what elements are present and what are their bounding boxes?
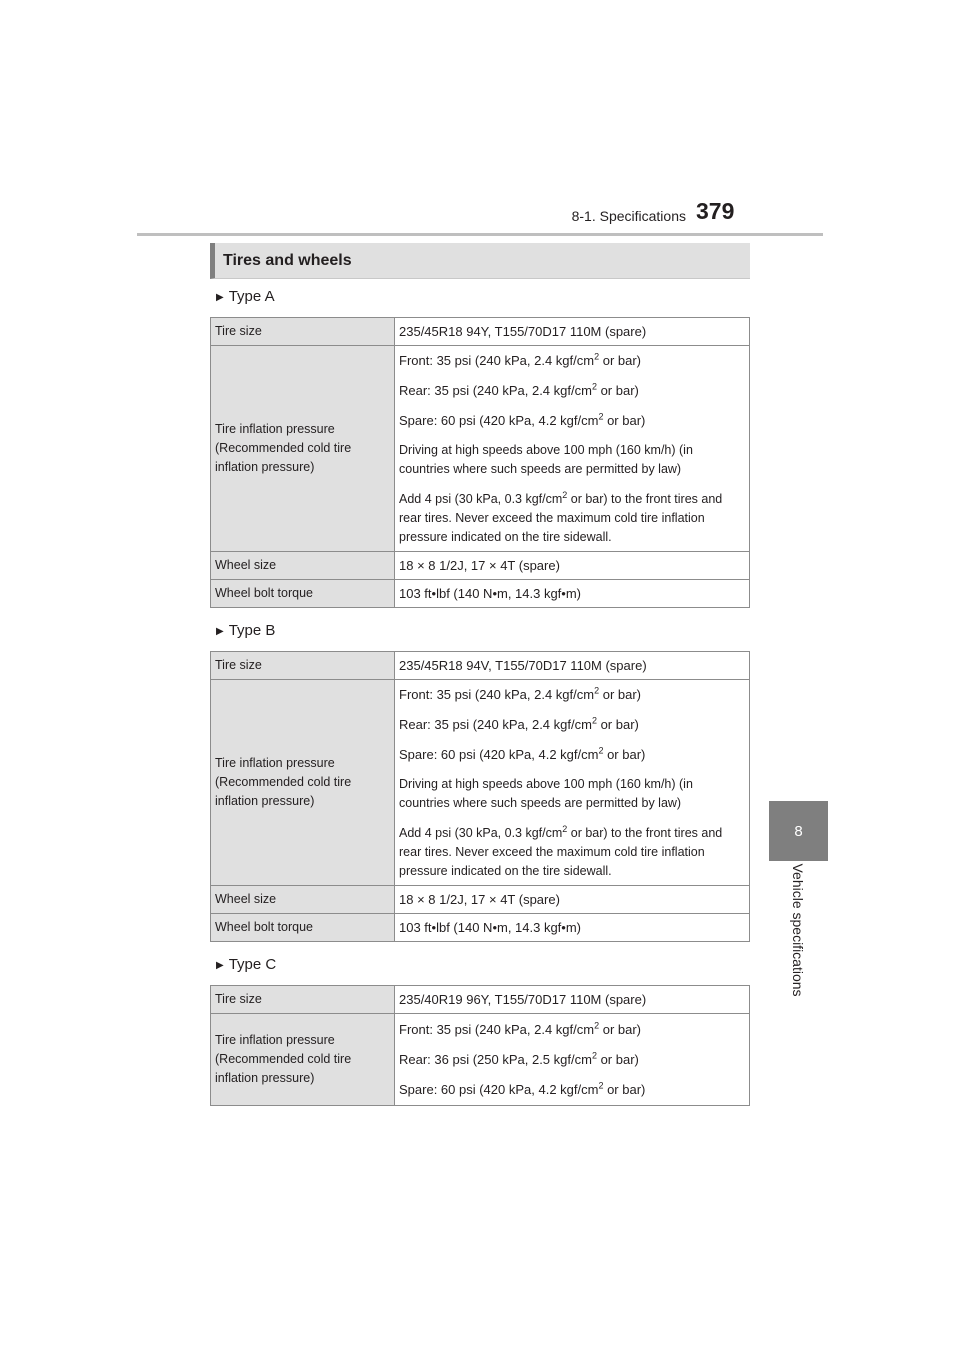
- header-divider: [137, 233, 823, 236]
- front-pressure: Front: 35 psi (240 kPa, 2.4 kgf/$cm^2$ or bar): [399, 351, 642, 368]
- rear-pressure: Rear: 36 psi (250 kPa, 2.5 kgf/$cm^2$ or bar): [399, 1050, 639, 1067]
- running-header-section-title: 8-1. Specifications: [571, 208, 686, 224]
- tire-size-label: Tire size: [211, 652, 395, 680]
- type-a-label: [216, 288, 275, 305]
- type-c-table: [210, 985, 750, 1106]
- inflation-pressure-label: Tire inflation pressure (Recommended cold tire inflation pressure): [211, 1014, 395, 1106]
- table-row: [211, 318, 750, 346]
- type-c-label-text: Type C: [228, 956, 277, 973]
- table-row: [211, 1014, 750, 1106]
- table-row: [211, 552, 750, 580]
- spare-pressure: Spare: 60 psi (420 kPa, 4.2 kgf/$cm^2$ or bar): [399, 1080, 646, 1097]
- table-row: [211, 914, 750, 942]
- wheel-size-value: 18 × 8 1/2J, 17 × 4T (spare): [395, 886, 750, 914]
- rear-pressure: Rear: 35 psi (240 kPa, 2.4 kgf/$cm^2$ or bar): [399, 381, 639, 398]
- triangle-right-icon: ▶: [216, 626, 224, 637]
- wheel-size-label: Wheel size: [211, 552, 395, 580]
- table-row: [211, 986, 750, 1014]
- wheel-bolt-torque-label: Wheel bolt torque: [211, 914, 395, 942]
- page-number: 379: [696, 198, 735, 224]
- triangle-right-icon: ▶: [216, 960, 224, 971]
- table-row: [211, 680, 750, 886]
- wheel-bolt-torque-value: 103 ft•lbf (140 N•m, 14.3 kgf•m): [395, 580, 750, 608]
- type-a-table: [210, 317, 750, 608]
- spare-pressure: Spare: 60 psi (420 kPa, 4.2 kgf/$cm^2$ or bar): [399, 745, 646, 762]
- tire-size-value: 235/40R19 96Y, T155/70D17 110M (spare): [395, 986, 750, 1014]
- type-a-label-text: Type A: [228, 288, 275, 305]
- wheel-bolt-torque-label: Wheel bolt torque: [211, 580, 395, 608]
- table-row: [211, 580, 750, 608]
- high-speed-note: Driving at high speeds above 100 mph (160 km/h) (in: [399, 442, 693, 457]
- wheel-bolt-torque-value: 103 ft•lbf (140 N•m, 14.3 kgf•m): [395, 914, 750, 942]
- tire-size-value: 235/45R18 94Y, T155/70D17 110M (spare): [395, 318, 750, 346]
- section-heading-text: Tires and wheels: [223, 251, 352, 269]
- table-row: [211, 886, 750, 914]
- inflation-pressure-label: Tire inflation pressure (Recommended cold tire inflation pressure): [211, 680, 395, 886]
- high-speed-note: Driving at high speeds above 100 mph (160 km/h) (in: [399, 776, 693, 791]
- wheel-size-value: 18 × 8 1/2J, 17 × 4T (spare): [395, 552, 750, 580]
- tire-size-value: 235/45R18 94V, T155/70D17 110M (spare): [395, 652, 750, 680]
- inflation-pressure-label: Tire inflation pressure (Recommended cold tire inflation pressure): [211, 346, 395, 552]
- inflation-pressure-value: Front: 35 psi (240 kPa, 2.4 kgf/$cm^2$ or bar) Rear: 35 psi (240 kPa, 2.4 kgf/$cm^2$ or bar) Spare: 60 psi (420 kPa, 4.2 kgf/$cm^2$ or bar) Driving at high speeds above 100 mph (160 km/h) (in countries where such speeds are permitted by law) Add 4 psi (30 kPa, 0.3 kgf/$cm^2$ or bar) to the front tires and rear tires. Never exceed the maximum cold tire inflation pressure indicated on the tire sidewall.: [395, 346, 750, 552]
- table-row: [211, 346, 750, 552]
- type-b-label-text: Type B: [228, 622, 276, 639]
- chapter-number: 8: [794, 822, 803, 840]
- section-heading: [210, 243, 750, 279]
- chapter-tab: [769, 801, 828, 861]
- add-pressure-note: Add 4 psi (30 kPa, 0.3 kgf/$cm^2$ or bar) to the front tires and: [399, 489, 723, 506]
- spare-pressure: Spare: 60 psi (420 kPa, 4.2 kgf/$cm^2$ or bar): [399, 411, 646, 428]
- rear-pressure: Rear: 35 psi (240 kPa, 2.4 kgf/$cm^2$ or bar): [399, 715, 639, 732]
- inflation-pressure-value: [395, 1014, 750, 1106]
- chapter-side-label: Vehicle specifications: [790, 863, 806, 997]
- table-row: [211, 652, 750, 680]
- front-pressure: Front: 35 psi (240 kPa, 2.4 kgf/$cm^2$ or bar): [399, 1020, 642, 1037]
- wheel-size-label: Wheel size: [211, 886, 395, 914]
- front-pressure: Front: 35 psi (240 kPa, 2.4 kgf/$cm^2$ or bar): [399, 685, 642, 702]
- inflation-pressure-value: Front: 35 psi (240 kPa, 2.4 kgf/$cm^2$ or bar) Rear: 35 psi (240 kPa, 2.4 kgf/$cm^2$ or bar) Spare: 60 psi (420 kPa, 4.2 kgf/$cm^2$ or bar) Driving at high speeds above 100 mph (160 km/h) (in countries where such speeds are permitted by law) Add 4 psi (30 kPa, 0.3 kgf/$cm^2$ or bar) to the front tires and rear tires. Never exceed the maximum cold tire inflation pressure indicated on the tire sidewall.: [395, 680, 750, 886]
- tire-size-label: Tire size: [211, 318, 395, 346]
- type-c-label: [216, 956, 276, 973]
- type-b-table: [210, 651, 750, 942]
- add-pressure-note: Add 4 psi (30 kPa, 0.3 kgf/$cm^2$ or bar) to the front tires and: [399, 823, 723, 840]
- tire-size-label: Tire size: [211, 986, 395, 1014]
- type-b-label: [216, 622, 275, 639]
- triangle-right-icon: ▶: [216, 292, 224, 303]
